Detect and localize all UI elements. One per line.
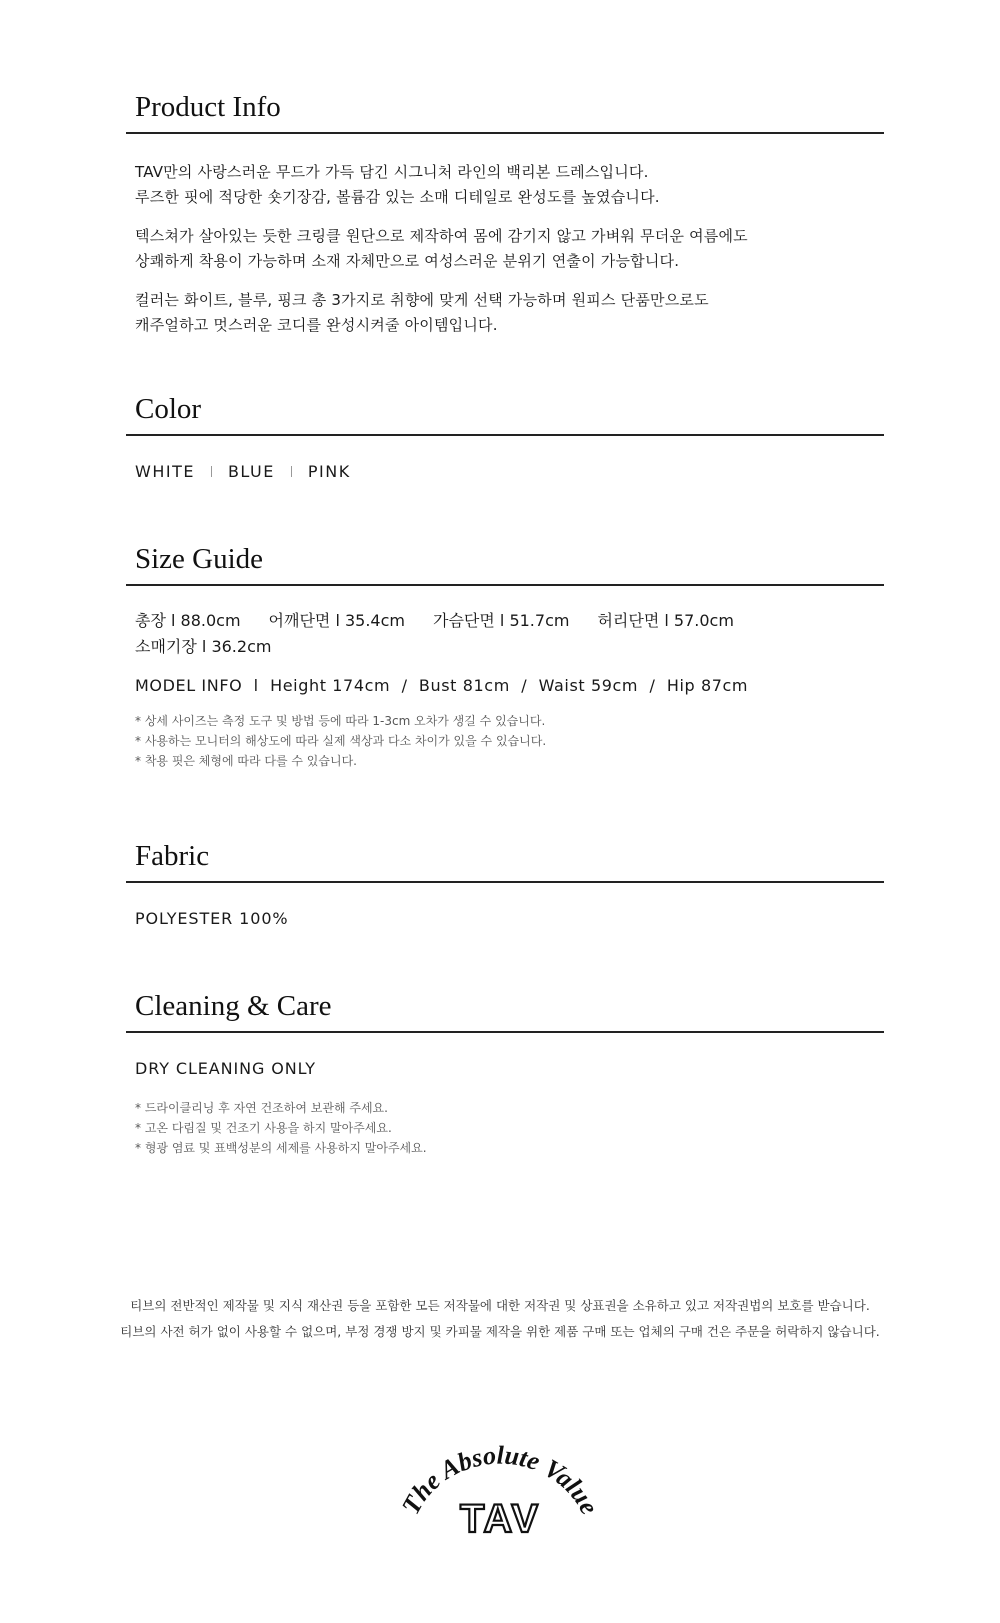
size-notes (135, 711, 884, 771)
size-sleeve: 소매기장 l 36.2cm (135, 637, 272, 656)
care-note: * 형광 염료 및 표백성분의 세제를 사용하지 말아주세요. (135, 1141, 427, 1155)
size-guide-section (126, 542, 884, 771)
size-length: 총장 l 88.0cm (135, 611, 241, 630)
color-title: Color (135, 393, 202, 425)
color-option-pink: PINK (307, 462, 351, 481)
product-info-title: Product Info (135, 91, 281, 123)
size-measurements (135, 608, 884, 660)
size-note: * 사용하는 모니터의 해상도에 따라 실제 색상과 다소 차이가 있을 수 있습니다. (135, 734, 547, 748)
size-note: * 착용 핏은 체형에 따라 다를 수 있습니다. (135, 754, 357, 768)
color-option-blue: BLUE (227, 462, 275, 481)
fabric-title: Fabric (135, 840, 210, 872)
care-notes (135, 1098, 884, 1158)
color-section (126, 392, 884, 481)
tav-logo-graphic (390, 1428, 610, 1538)
section-divider (126, 1031, 884, 1033)
copyright-line: 티브의 전반적인 제작물 및 지식 재산권 등을 포함한 모든 저작물에 대한 저작권 및 상표권을 소유하고 있고 저작권법의 보호를 받습니다. (130, 1298, 870, 1313)
model-info: MODEL INFO l Height 174cm / Bust 81cm / Waist 59cm / Hip 87cm (135, 676, 749, 695)
copyright-notice (0, 1293, 1000, 1345)
size-chest: 가슴단면 l 51.7cm (433, 611, 570, 630)
color-option-white: WHITE (135, 462, 195, 481)
section-divider (126, 132, 884, 134)
logo-brand: TAV (459, 1497, 541, 1538)
care-content: DRY CLEANING ONLY (135, 1059, 316, 1078)
care-title: Cleaning & Care (135, 990, 332, 1022)
care-note: * 드라이클리닝 후 자연 건조하여 보관해 주세요. (135, 1101, 388, 1115)
tav-logo (390, 1428, 610, 1538)
product-info-section (126, 90, 884, 338)
section-divider (126, 584, 884, 586)
size-shoulder: 어깨단면 l 35.4cm (268, 611, 405, 630)
size-note: * 상세 사이즈는 측정 도구 및 방법 등에 따라 1-3cm 오차가 생길 수 있습니다. (135, 714, 546, 728)
copyright-line: 티브의 사전 허가 없이 사용할 수 없으며, 부정 경쟁 방지 및 카피물 제작을 위한 제품 구매 또는 업체의 구매 건은 주문을 허락하지 않습니다. (120, 1324, 880, 1339)
section-divider (126, 881, 884, 883)
product-description-2: 텍스쳐가 살아있는 듯한 크링클 원단으로 제작하여 몸에 감기지 않고 가벼워 무더운 여름에도 상쾌하게 착용이 가능하며 소재 자체만으로 여성스러운 분위기 연출이 가능합니다. (135, 227, 748, 270)
product-description-3: 컬러는 화이트, 블루, 핑크 총 3가지로 취향에 맞게 선택 가능하며 원피스 단품만으로도 캐주얼하고 멋스러운 코디를 완성시켜줄 아이템입니다. (135, 291, 709, 334)
logo-arc-text: The Absolute Value (396, 1440, 605, 1520)
color-separator (291, 466, 292, 477)
care-section (126, 989, 884, 1158)
size-guide-title: Size Guide (135, 543, 264, 575)
section-divider (126, 434, 884, 436)
care-note: * 고온 다림질 및 건조기 사용을 하지 말아주세요. (135, 1121, 392, 1135)
size-waist: 허리단면 l 57.0cm (597, 611, 734, 630)
fabric-section (126, 839, 884, 928)
color-separator (211, 466, 212, 477)
product-description-1: TAV만의 사랑스러운 무드가 가득 담긴 시그니처 라인의 백리본 드레스입니다. 루즈한 핏에 적당한 숏기장감, 볼륨감 있는 소매 디테일로 완성도를 높였습니다. (135, 163, 660, 206)
fabric-content: POLYESTER 100% (135, 909, 289, 928)
